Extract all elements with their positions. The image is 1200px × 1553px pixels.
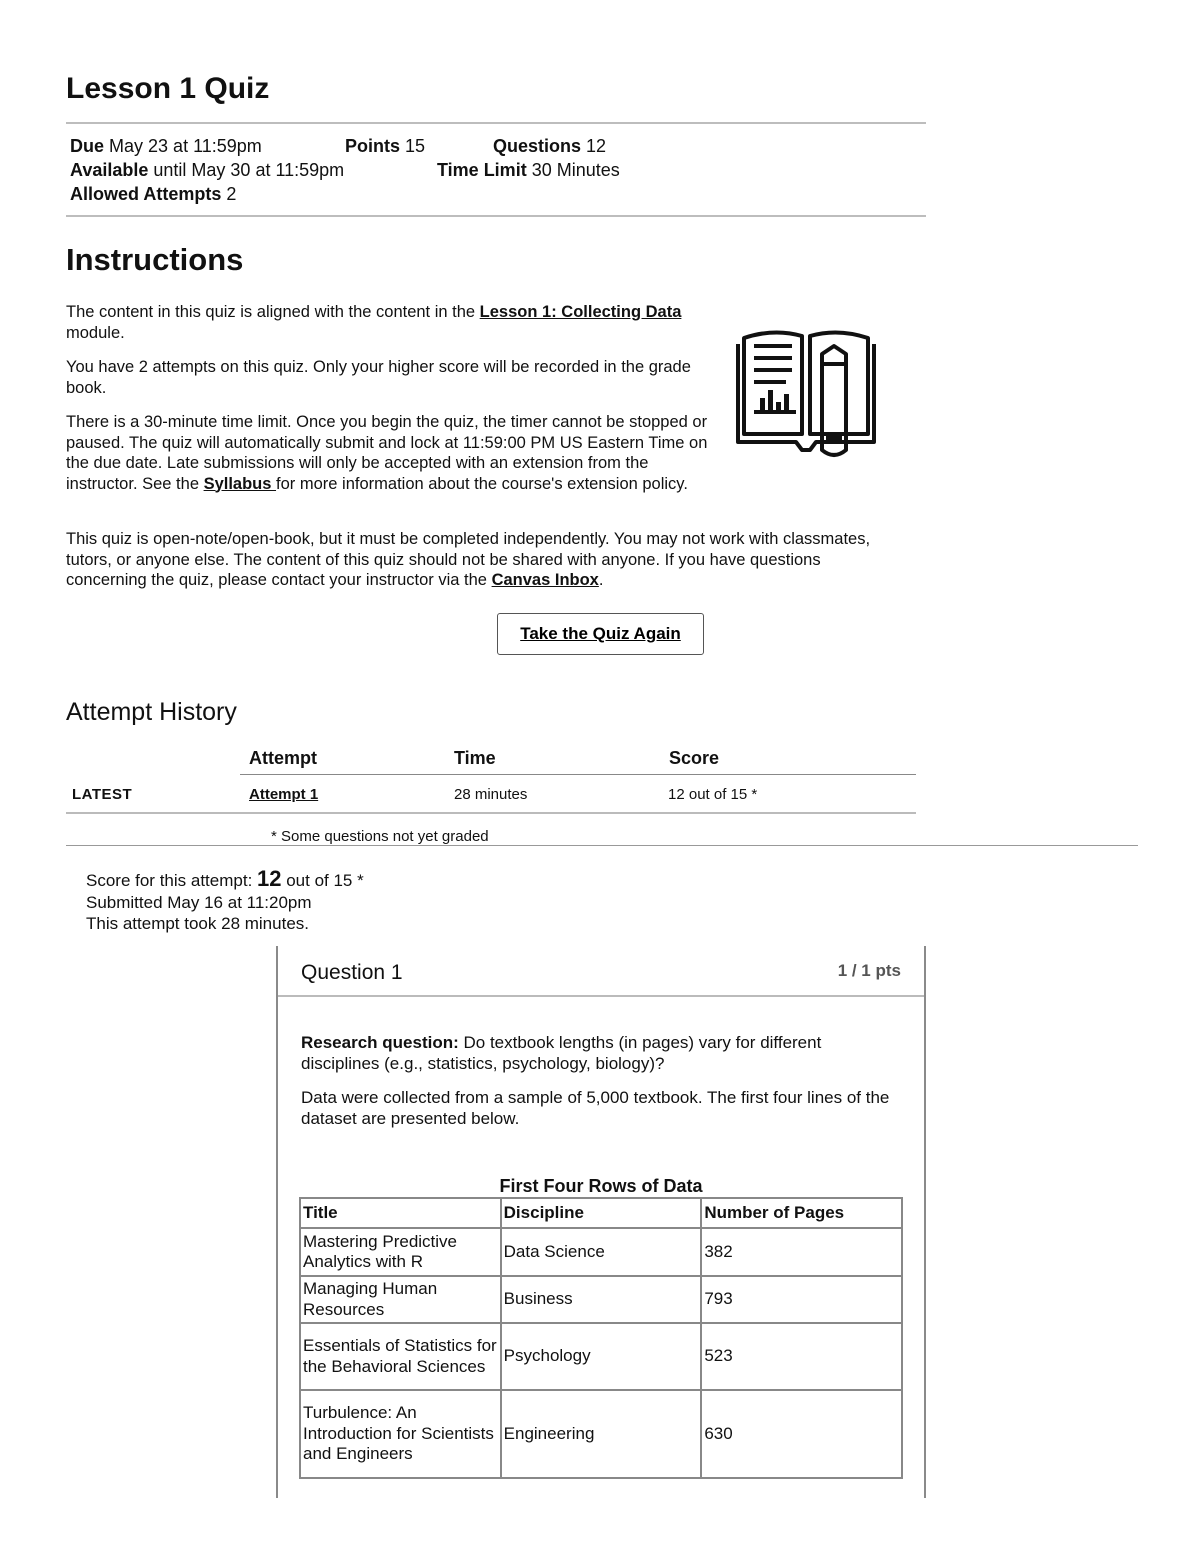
data-table (299, 1197, 903, 1479)
cell-discipline: Business (501, 1276, 702, 1323)
column-header-attempt: Attempt (249, 748, 317, 768)
attempt-score-line: Score for this attempt: 12 out of 15 * (86, 866, 364, 891)
table-header-row (300, 1198, 902, 1228)
cell-title: Managing Human Resources (300, 1276, 501, 1323)
column-header-time: Time (454, 748, 496, 768)
divider (66, 122, 926, 124)
attempt-time: 28 minutes (454, 786, 528, 803)
latest-badge: LATEST (72, 786, 133, 803)
take-quiz-again-button[interactable]: Take the Quiz Again (497, 613, 704, 655)
column-header: Number of Pages (701, 1198, 902, 1228)
question-points: 1 / 1 pts (837, 961, 901, 980)
column-header-score: Score (669, 748, 720, 768)
available-info: Available until May 30 at 11:59pm (70, 160, 345, 180)
table-caption: First Four Rows of Data (499, 1176, 703, 1196)
points-info: Points 15 (345, 136, 426, 156)
page-title: Lesson 1 Quiz (66, 72, 270, 105)
attempt-duration: This attempt took 28 minutes. (86, 914, 309, 933)
question-intro: Data were collected from a sample of 5,000 textbook. The first four lines of the dataset are presented below. (301, 1088, 890, 1128)
column-header: Discipline (501, 1198, 702, 1228)
attempt-score: 12 out of 15 * (668, 786, 758, 803)
cell-pages: 630 (701, 1390, 902, 1478)
instructions-paragraph: This quiz is open-note/open-book, but it must be completed independently. You may not work with classmates, tutors, or anyone else. The content of this quiz should not be shared with anyone. If you have questions concerning the quiz, please contact your instructor via the Canvas Inbox. (66, 530, 871, 589)
attempt-history-heading: Attempt History (66, 698, 237, 726)
cell-discipline: Engineering (501, 1390, 702, 1478)
column-header: Title (300, 1198, 501, 1228)
instructions-paragraph: The content in this quiz is aligned with the content in the Lesson 1: Collecting Data module. (66, 303, 682, 342)
cell-pages: 793 (701, 1276, 902, 1323)
cell-discipline: Psychology (501, 1323, 702, 1390)
divider (66, 812, 916, 814)
table-row (300, 1323, 902, 1390)
syllabus-link[interactable]: Syllabus (203, 474, 277, 493)
grading-footnote: * Some questions not yet graded (271, 828, 489, 845)
due-info: Due May 23 at 11:59pm (70, 136, 262, 156)
table-row (300, 1228, 902, 1276)
research-question: Research question: Do textbook lengths (in pages) vary for different disciplines (e.g., statistics, psychology, biology)? (301, 1033, 822, 1073)
cell-title: Mastering Predictive Analytics with R (300, 1228, 501, 1276)
time-limit-info: Time Limit 30 Minutes (437, 160, 620, 180)
attempt-summary (86, 868, 364, 935)
instructions-paragraph: There is a 30-minute time limit. Once you begin the quiz, the timer cannot be stopped or paused. The quiz will automatically submit and lock at 11:59:00 PM US Eastern Time on the due date. Late submissions will only be accepted with an extension from the instructor. See the Syllabus for more information about the course's extension policy. (66, 413, 708, 493)
instructions-paragraph: You have 2 attempts on this quiz. Only your higher score will be recorded in the grade book. (66, 358, 691, 397)
divider (66, 845, 1138, 846)
divider (240, 774, 916, 775)
cell-pages: 382 (701, 1228, 902, 1276)
table-row (300, 1276, 902, 1323)
divider (66, 215, 926, 217)
question-title: Question 1 (301, 961, 403, 984)
lesson-module-link[interactable]: Lesson 1: Collecting Data (479, 303, 682, 321)
allowed-attempts-info: Allowed Attempts 2 (70, 184, 237, 204)
book-with-pencil-icon (734, 324, 878, 460)
questions-info: Questions 12 (493, 136, 607, 156)
attempt-1-link[interactable]: Attempt 1 (249, 786, 319, 803)
instructions-heading: Instructions (66, 242, 244, 277)
cell-title: Essentials of Statistics for the Behavioral Sciences (300, 1323, 501, 1390)
table-row (300, 1390, 902, 1478)
cell-title: Turbulence: An Introduction for Scientists and Engineers (300, 1390, 501, 1478)
canvas-inbox-link[interactable]: Canvas Inbox (491, 571, 599, 589)
submitted-date: Submitted May 16 at 11:20pm (86, 892, 312, 912)
cell-discipline: Data Science (501, 1228, 702, 1276)
cell-pages: 523 (701, 1323, 902, 1390)
